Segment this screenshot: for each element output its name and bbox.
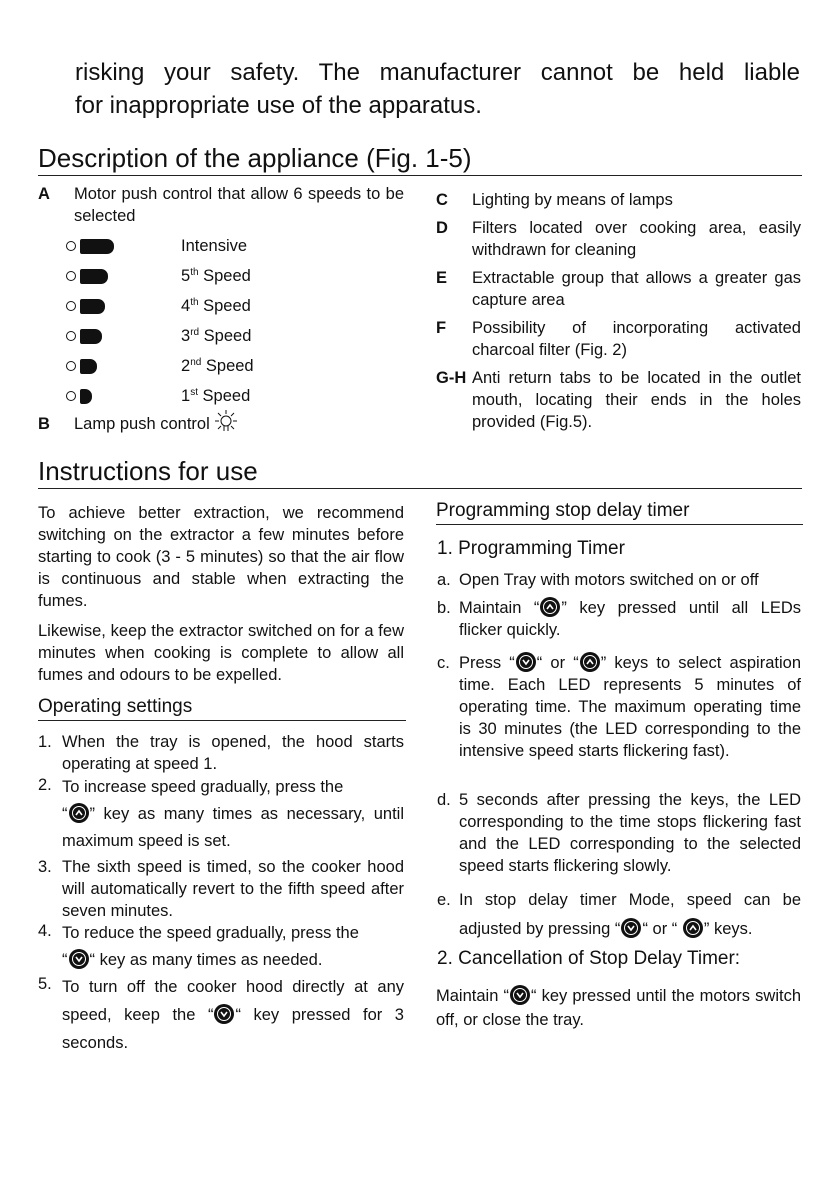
- op-item-4: 4. To reduce the speed gradually, press the “ “ key as many times as needed.: [38, 922, 359, 969]
- intro-text: [75, 56, 800, 122]
- item-d-text: Filters located over cooking area, easily withdrawn for cleaning: [472, 219, 801, 259]
- speed-row-2: [66, 355, 97, 377]
- timer-item-b: b. Maintain “ ” key pressed until all LEDs flicker quickly.: [437, 599, 801, 639]
- up-key-icon: [580, 652, 600, 672]
- timer-item-c: c. Press “ “ or “ ” keys to select aspiration time. Each LED represents 5 minutes of operating time. The maximum operating time is 30 minutes (the LED corresponding to the intensive speed starts flickering fast).: [437, 654, 801, 760]
- item-gh: [436, 367, 801, 433]
- item-d-key: D: [436, 219, 448, 237]
- speed-bar-icon: [80, 359, 97, 374]
- operating-settings-heading-wrap: [38, 696, 406, 721]
- down-key-icon: [510, 985, 530, 1005]
- operating-settings-heading: Operating settings: [38, 696, 406, 721]
- intro-line-1: risking your safety. The manufacturer cannot be held liable: [75, 59, 800, 86]
- instructions-heading: Instructions for use: [38, 456, 802, 489]
- led-icon: [66, 271, 76, 281]
- cancellation-text: Maintain “ “ key pressed until the motors switch off, or close the tray.: [436, 987, 801, 1029]
- up-key-icon: [540, 597, 560, 617]
- description-heading: Description of the appliance (Fig. 1-5): [38, 143, 802, 176]
- speed-bar-icon: [80, 269, 108, 284]
- speed-label-2: 2nd Speed: [181, 357, 254, 375]
- timer-heading-wrap: [436, 500, 803, 525]
- down-key-icon: [214, 1004, 234, 1024]
- timer-item-a: a. Open Tray with motors switched on or off: [437, 571, 759, 589]
- speed-label-1: 1st Speed: [181, 387, 251, 405]
- cancellation-subheading: 2. Cancellation of Stop Delay Timer:: [437, 948, 741, 969]
- speed-label-5: 5th Speed: [181, 267, 251, 285]
- op-item-5: 5. To turn off the cooker hood directly at any speed, keep the “ “ key pressed for 3 seconds.: [38, 975, 404, 1052]
- down-key-icon: [621, 918, 641, 938]
- speed-row-1: [66, 385, 92, 407]
- intro-line-2: for inappropriate use of the apparatus.: [75, 92, 482, 119]
- item-a: [38, 183, 404, 227]
- op-item-1: 1. When the tray is opened, the hood starts operating at speed 1.: [38, 733, 404, 773]
- item-e: [436, 267, 801, 311]
- led-icon: [66, 391, 76, 401]
- speed-bar-icon: [80, 239, 114, 254]
- intro-paragraph-2: Likewise, keep the extractor switched on for a few minutes when cooking is complete to allow all fumes and odours to be expelled.: [38, 622, 404, 684]
- down-key-icon: [516, 652, 536, 672]
- timer-item-e: e. In stop delay timer Mode, speed can be adjusted by pressing “ “ or “ ” keys.: [437, 891, 801, 938]
- item-f-text: Possibility of incorporating activated charcoal filter (Fig. 2): [472, 319, 801, 359]
- speed-row-3: [66, 325, 102, 347]
- timer-item-d: d. 5 seconds after pressing the keys, the LED corresponding to the time stops flickering fast and the LED corresponding to the selected speed starts flickering slowly.: [437, 791, 801, 875]
- lamp-icon: [213, 409, 239, 433]
- item-c-text: Lighting by means of lamps: [472, 191, 673, 209]
- speed-bar-icon: [80, 389, 92, 404]
- op-item-2: 2. To increase speed gradually, press the “ ” key as many times as necessary, until maximum speed is set.: [38, 776, 404, 850]
- speed-row-5: [66, 265, 108, 287]
- speed-label-intensive: Intensive: [181, 237, 248, 255]
- item-c-key: C: [436, 191, 448, 209]
- speed-row-intensive: [66, 235, 114, 257]
- item-e-text: Extractable group that allows a greater gas capture area: [472, 269, 801, 309]
- intro-paragraph-1: To achieve better extraction, we recommend switching on the extractor a few minutes before starting to cook (3 - 5 minutes) so that the air flow is continuous and stable when extracting the fumes.: [38, 504, 404, 610]
- led-icon: [66, 361, 76, 371]
- item-a-text: Motor push control that allow 6 speeds to be selected: [74, 185, 404, 225]
- item-b: [38, 413, 404, 435]
- speed-label-4: 4th Speed: [181, 297, 251, 315]
- item-f-key: F: [436, 319, 447, 337]
- led-icon: [66, 301, 76, 311]
- speed-bar-icon: [80, 299, 105, 314]
- item-a-key: A: [38, 185, 50, 203]
- item-d: [436, 217, 801, 261]
- speed-bar-icon: [80, 329, 102, 344]
- item-c: [436, 189, 801, 211]
- op-item-3: 3. The sixth speed is timed, so the cooker hood will automatically revert to the fifth speed after seven minutes.: [38, 858, 404, 920]
- up-key-icon: [69, 803, 89, 823]
- item-gh-key: G-H: [436, 369, 467, 387]
- led-icon: [66, 241, 76, 251]
- timer-heading: Programming stop delay timer: [436, 500, 803, 525]
- speed-label-3: 3rd Speed: [181, 327, 252, 345]
- item-e-key: E: [436, 269, 448, 287]
- speed-row-4: [66, 295, 105, 317]
- item-b-key: B: [38, 415, 50, 433]
- item-f: [436, 317, 801, 361]
- item-b-text: Lamp push control: [74, 415, 210, 433]
- led-icon: [66, 331, 76, 341]
- up-key-icon: [683, 918, 703, 938]
- item-gh-text: Anti return tabs to be located in the outlet mouth, locating their ends in the holes provided (Fig.5).: [472, 369, 801, 431]
- down-key-icon: [69, 949, 89, 969]
- programming-timer-subheading: 1. Programming Timer: [437, 538, 625, 559]
